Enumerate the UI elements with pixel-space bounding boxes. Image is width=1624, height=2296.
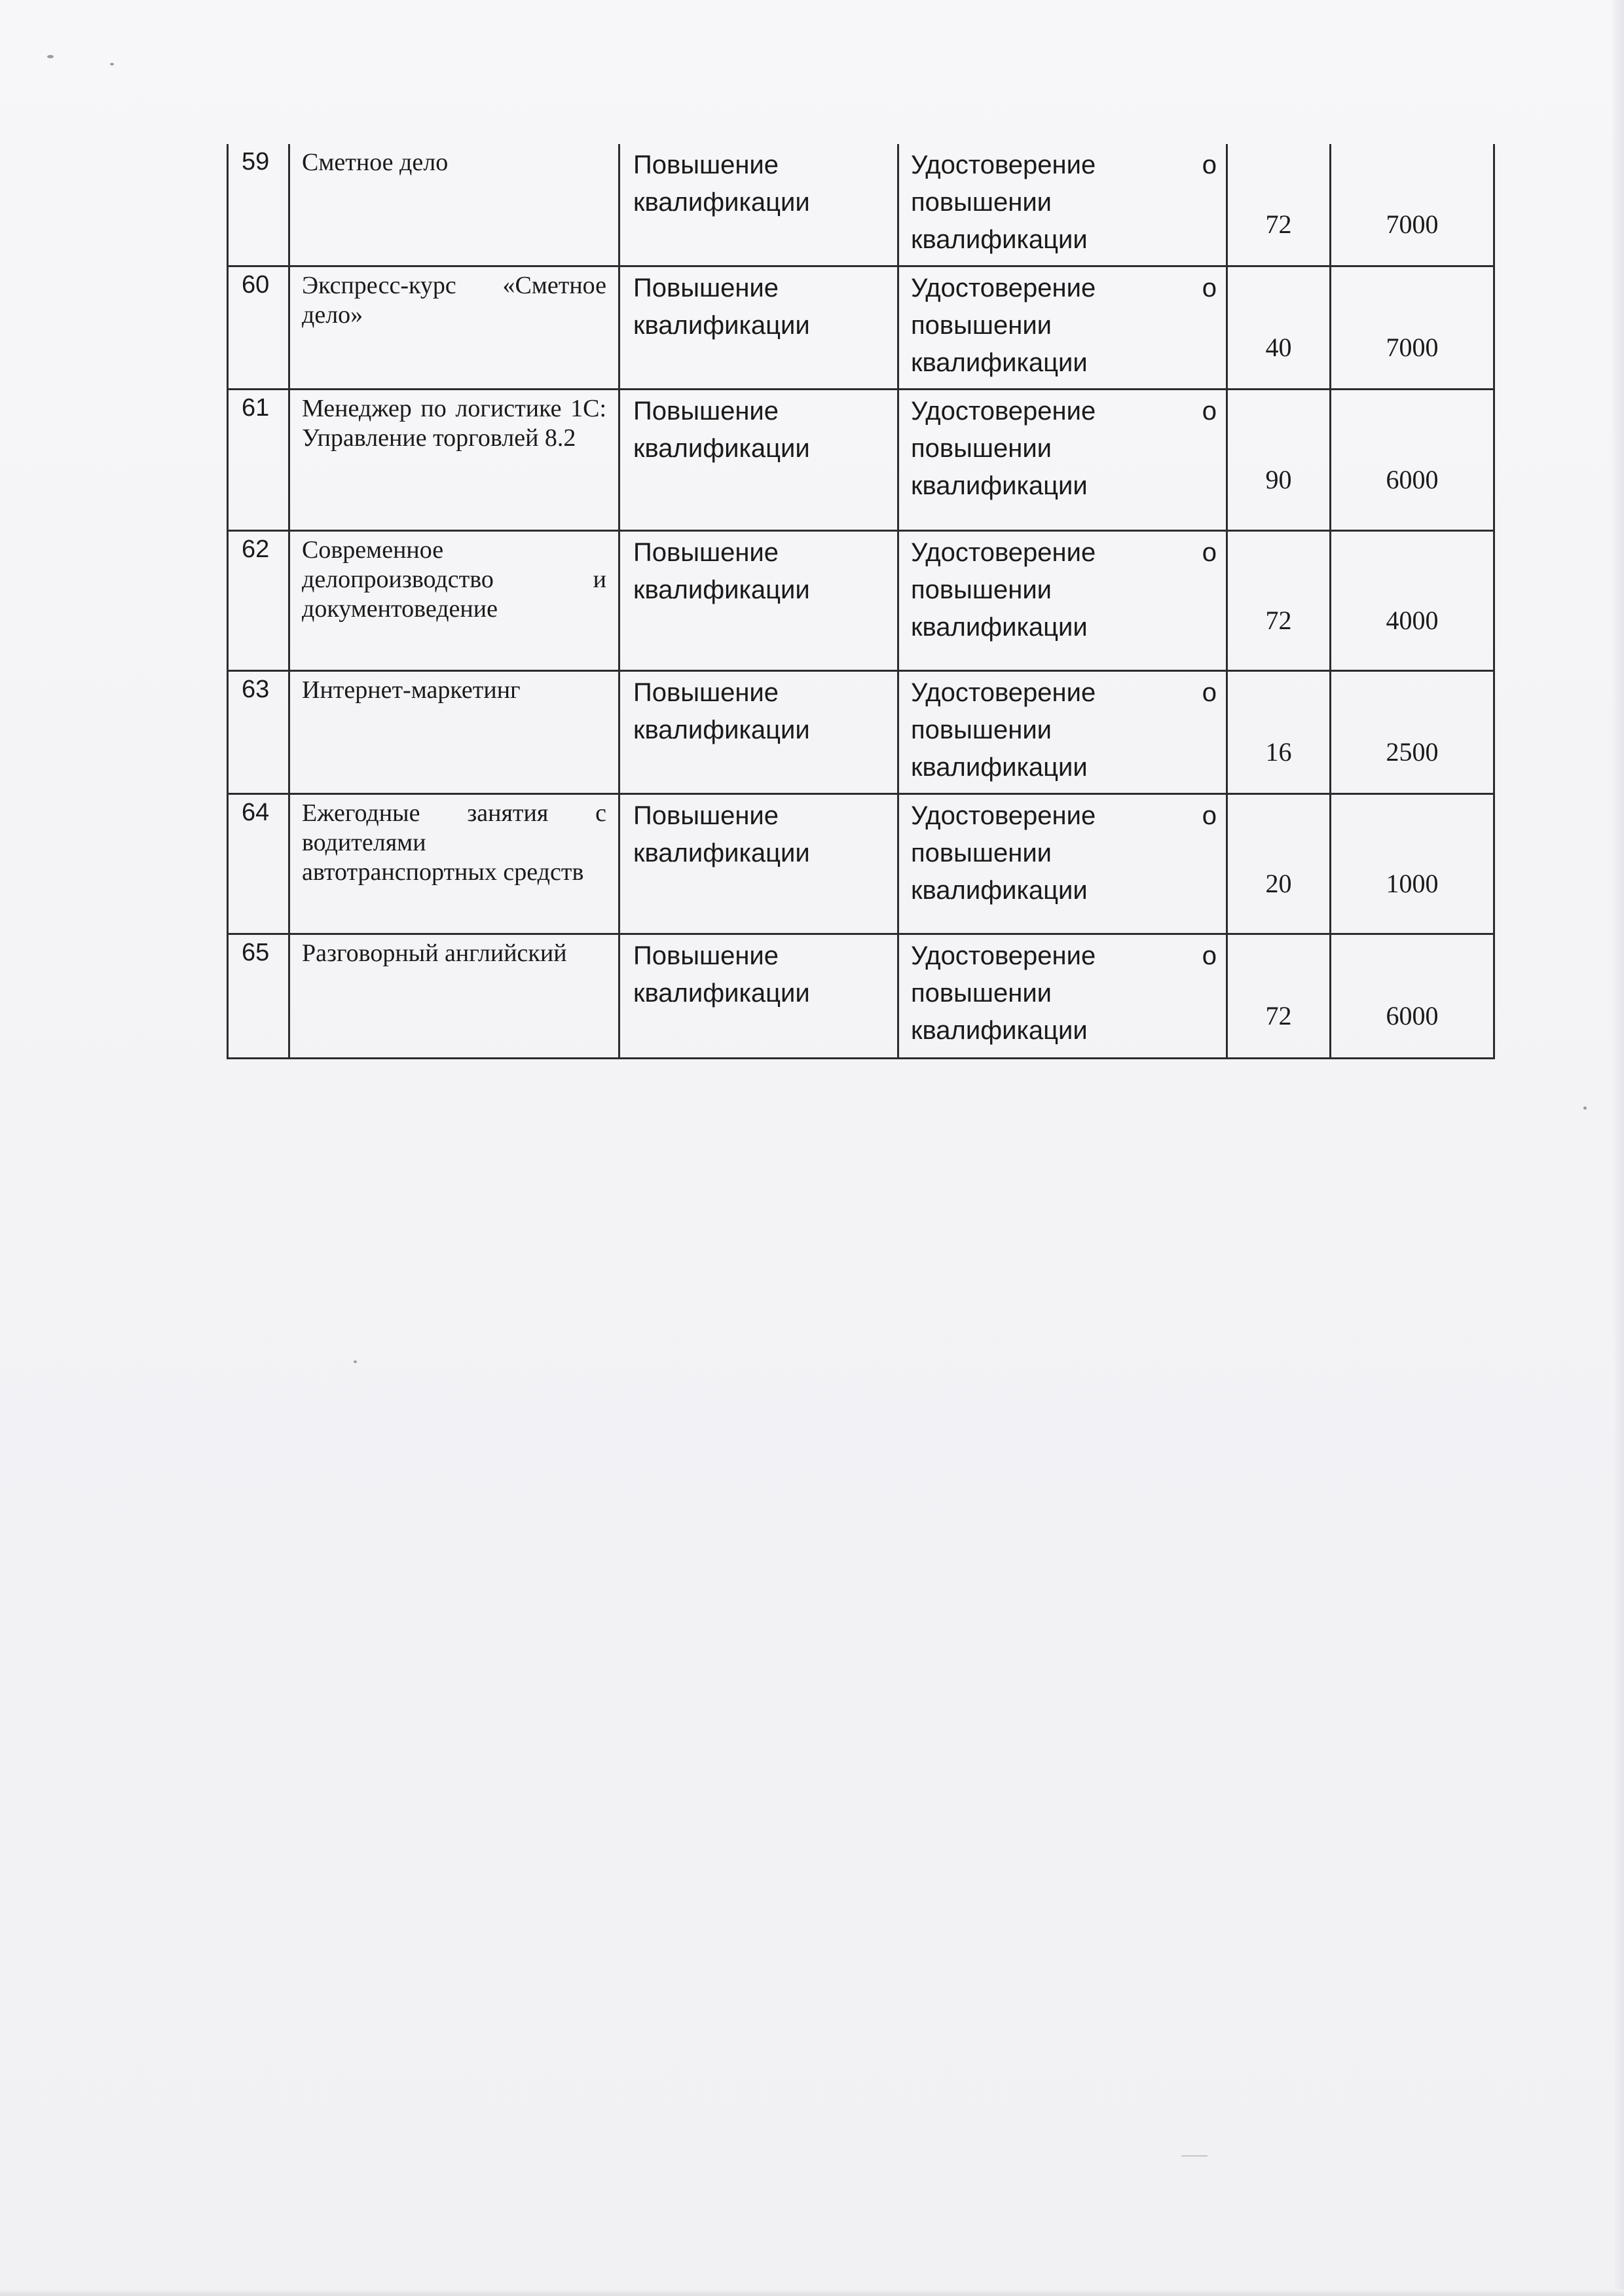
document-preposition: о: [1202, 678, 1217, 707]
course-name: Разговорный английский: [289, 934, 619, 1058]
course-price: 4000: [1331, 530, 1494, 670]
scan-speck: [354, 1360, 357, 1363]
row-number: 65: [228, 934, 289, 1058]
course-price: 7000: [1331, 266, 1494, 389]
course-hours: 72: [1227, 144, 1331, 266]
document-word: Удостоверение: [911, 396, 1096, 426]
row-number: 59: [228, 144, 289, 266]
course-hours: 72: [1227, 934, 1331, 1058]
course-hours: 40: [1227, 266, 1331, 389]
document-rest: повышении квалификации: [911, 433, 1088, 500]
course-type: Повышение квалификации: [619, 934, 898, 1058]
document-word: Удостоверение: [911, 801, 1096, 830]
course-type: Повышение квалификации: [619, 389, 898, 530]
course-price: 6000: [1331, 934, 1494, 1058]
document-rest: повышении квалификации: [911, 838, 1088, 905]
row-number: 60: [228, 266, 289, 389]
row-number: 61: [228, 389, 289, 530]
document-word: Удостоверение: [911, 273, 1096, 302]
course-hours: 16: [1227, 670, 1331, 793]
course-price: 7000: [1331, 144, 1494, 266]
document-rest: повышении квалификации: [911, 715, 1088, 782]
document-preposition: о: [1202, 396, 1217, 426]
row-number: 64: [228, 793, 289, 934]
course-price: 1000: [1331, 793, 1494, 934]
course-price: 6000: [1331, 389, 1494, 530]
document-word: Удостоверение: [911, 678, 1096, 707]
table-row: [228, 530, 1494, 670]
document-preposition: о: [1202, 941, 1217, 970]
document-rest: повышении квалификации: [911, 188, 1088, 254]
scan-speck: [47, 55, 54, 58]
course-document: [898, 670, 1227, 793]
course-hours: 90: [1227, 389, 1331, 530]
course-price: 2500: [1331, 670, 1494, 793]
course-type: Повышение квалификации: [619, 266, 898, 389]
course-name: Менеджер по логистике 1С: Управление торговлей 8.2: [289, 389, 619, 530]
course-type: Повышение квалификации: [619, 670, 898, 793]
course-document: [898, 934, 1227, 1058]
course-name: Ежегодные занятия с водителями автотранспортных средств: [289, 793, 619, 934]
document-rest: повышении квалификации: [911, 978, 1088, 1045]
table-row: [228, 389, 1494, 530]
page-edge-right: [1612, 0, 1624, 2296]
course-type: Повышение квалификации: [619, 144, 898, 266]
course-document: [898, 793, 1227, 934]
document-preposition: о: [1202, 538, 1217, 567]
course-document: [898, 144, 1227, 266]
page-edge-bottom: [0, 2289, 1624, 2296]
scan-speck: [1583, 1106, 1587, 1110]
scan-speck: [1181, 2155, 1208, 2157]
document-rest: повышении квалификации: [911, 310, 1088, 377]
document-word: Удостоверение: [911, 941, 1096, 970]
course-document: [898, 389, 1227, 530]
document-rest: повышении квалификации: [911, 575, 1088, 642]
table-row: [228, 793, 1494, 934]
row-number: 62: [228, 530, 289, 670]
courses-table: [227, 144, 1495, 1059]
course-name: Экспресс-курс «Сметное дело»: [289, 266, 619, 389]
row-number: 63: [228, 670, 289, 793]
document-word: Удостоверение: [911, 151, 1096, 179]
course-name: Сметное дело: [289, 144, 619, 266]
document-preposition: о: [1202, 801, 1217, 830]
course-hours: 72: [1227, 530, 1331, 670]
table-row: [228, 144, 1494, 266]
document-word: Удостоверение: [911, 538, 1096, 567]
course-type: Повышение квалификации: [619, 793, 898, 934]
table-row: [228, 934, 1494, 1058]
table-row: [228, 266, 1494, 389]
document-preposition: о: [1202, 151, 1217, 179]
scan-speck: [110, 63, 114, 65]
course-type: Повышение квалификации: [619, 530, 898, 670]
course-name: Интернет-маркетинг: [289, 670, 619, 793]
course-hours: 20: [1227, 793, 1331, 934]
course-document: [898, 530, 1227, 670]
document-preposition: о: [1202, 273, 1217, 302]
table-row: [228, 670, 1494, 793]
course-name: Современное делопроизводство и документоведение: [289, 530, 619, 670]
course-document: [898, 266, 1227, 389]
